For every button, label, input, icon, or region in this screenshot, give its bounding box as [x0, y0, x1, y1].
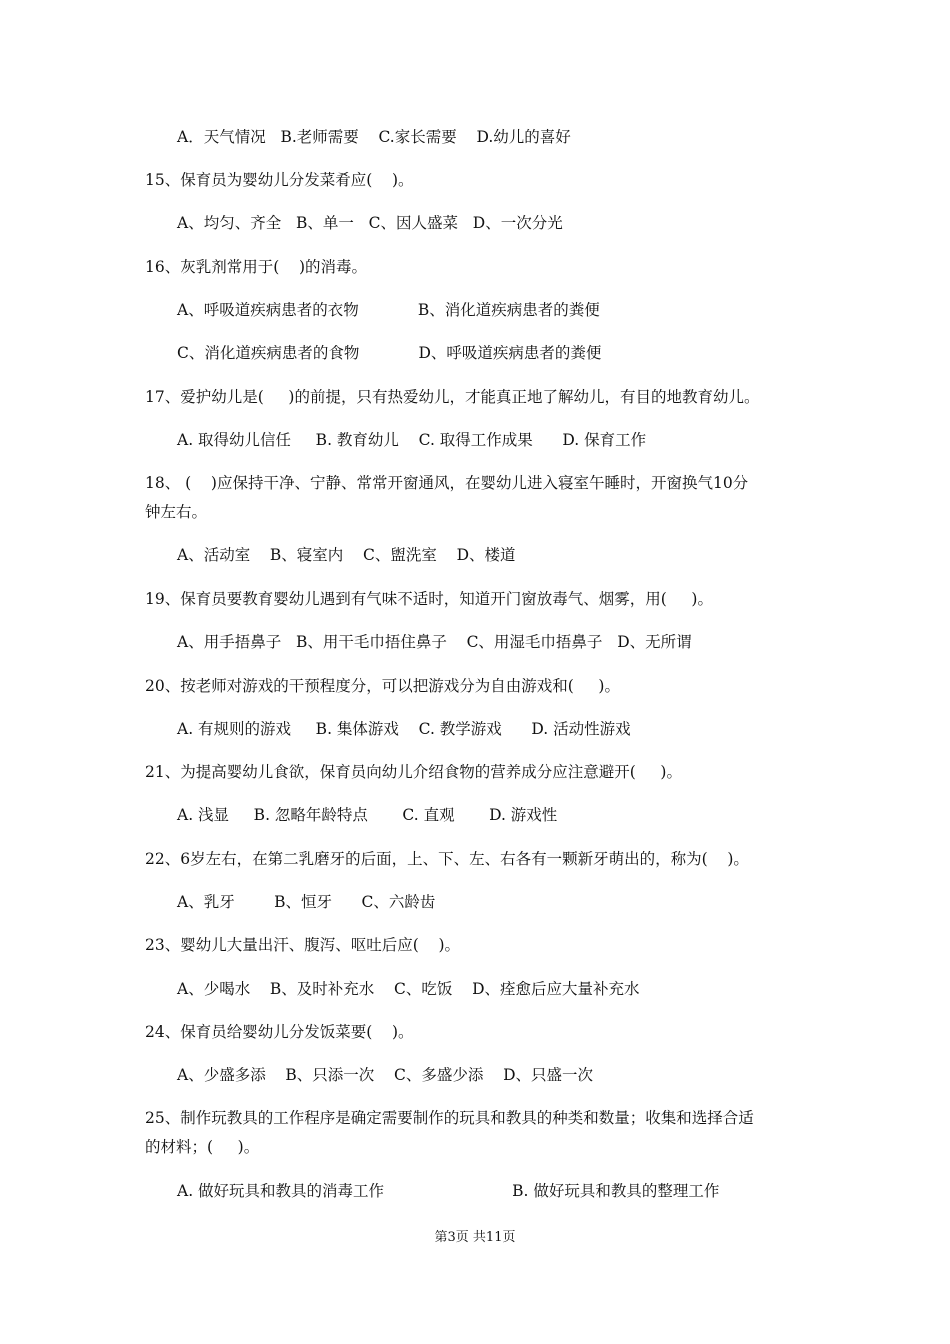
question-text: 18、 ( )应保持干净、宁静、常常开窗通风，在婴幼儿进入寝室午睡时，开窗换气10分: [145, 474, 749, 492]
question-text: 25、制作玩教具的工作程序是确定需要制作的玩具和教具的种类和数量；收集和选择合适: [145, 1109, 754, 1127]
question-text: 的材料；( )。: [145, 1138, 260, 1156]
answer-options: A、乳牙 B、恒牙 C、六龄齿: [177, 893, 436, 911]
question-text: 20、按老师对游戏的干预程度分，可以把游戏分为自由游戏和( )。: [145, 677, 620, 695]
answer-options: A. 做好玩具和教具的消毒工作 B. 做好玩具和教具的整理工作: [177, 1182, 720, 1200]
question-text: 19、保育员要教育婴幼儿遇到有气味不适时，知道开门窗放毒气、烟雾，用( )。: [145, 590, 713, 608]
answer-options: A、用手捂鼻子 B、用干毛巾捂住鼻子 C、用湿毛巾捂鼻子 D、无所谓: [177, 633, 692, 651]
question-text: 钟左右。: [145, 503, 208, 521]
answer-options: C、消化道疾病患者的食物 D、呼吸道疾病患者的粪便: [177, 344, 602, 362]
answer-options: A. 有规则的游戏 B. 集体游戏 C. 教学游戏 D. 活动性游戏: [177, 720, 631, 738]
question-text: 16、灰乳剂常用于( )的消毒。: [145, 258, 368, 276]
answer-options: A、呼吸道疾病患者的衣物 B、消化道疾病患者的粪便: [177, 301, 600, 319]
answer-options: A. 取得幼儿信任 B. 教育幼儿 C. 取得工作成果 D. 保育工作: [177, 431, 647, 449]
question-text: 22、6岁左右，在第二乳磨牙的后面，上、下、左、右各有一颗新牙萌出的，称为( )。: [145, 850, 749, 868]
question-text: 21、为提高婴幼儿食欲，保育员向幼儿介绍食物的营养成分应注意避开( )。: [145, 763, 682, 781]
answer-options: A、少喝水 B、及时补充水 C、吃饭 D、痊愈后应大量补充水: [177, 980, 640, 998]
answer-options: A、少盛多添 B、只添一次 C、多盛少添 D、只盛一次: [177, 1066, 593, 1084]
question-text: 15、保育员为婴幼儿分发菜肴应( )。: [145, 171, 414, 189]
answer-options: A. 浅显 B. 忽略年龄特点 C. 直观 D. 游戏性: [177, 806, 558, 824]
question-text: 23、婴幼儿大量出汗、腹泻、呕吐后应( )。: [145, 936, 461, 954]
page-footer: 第3页 共11页: [434, 1230, 516, 1245]
question-text: 17、爱护幼儿是( )的前提，只有热爱幼儿，才能真正地了解幼儿，有目的地教育幼儿。: [145, 388, 760, 406]
question-text: 24、保育员给婴幼儿分发饭菜要( )。: [145, 1023, 414, 1041]
answer-options: A、活动室 B、寝室内 C、盥洗室 D、楼道: [177, 546, 516, 564]
answer-options: A、均匀、齐全 B、单一 C、因人盛菜 D、一次分光: [177, 214, 563, 232]
answer-options: A．天气情况 B.老师需要 C.家长需要 D.幼儿的喜好: [177, 128, 571, 146]
